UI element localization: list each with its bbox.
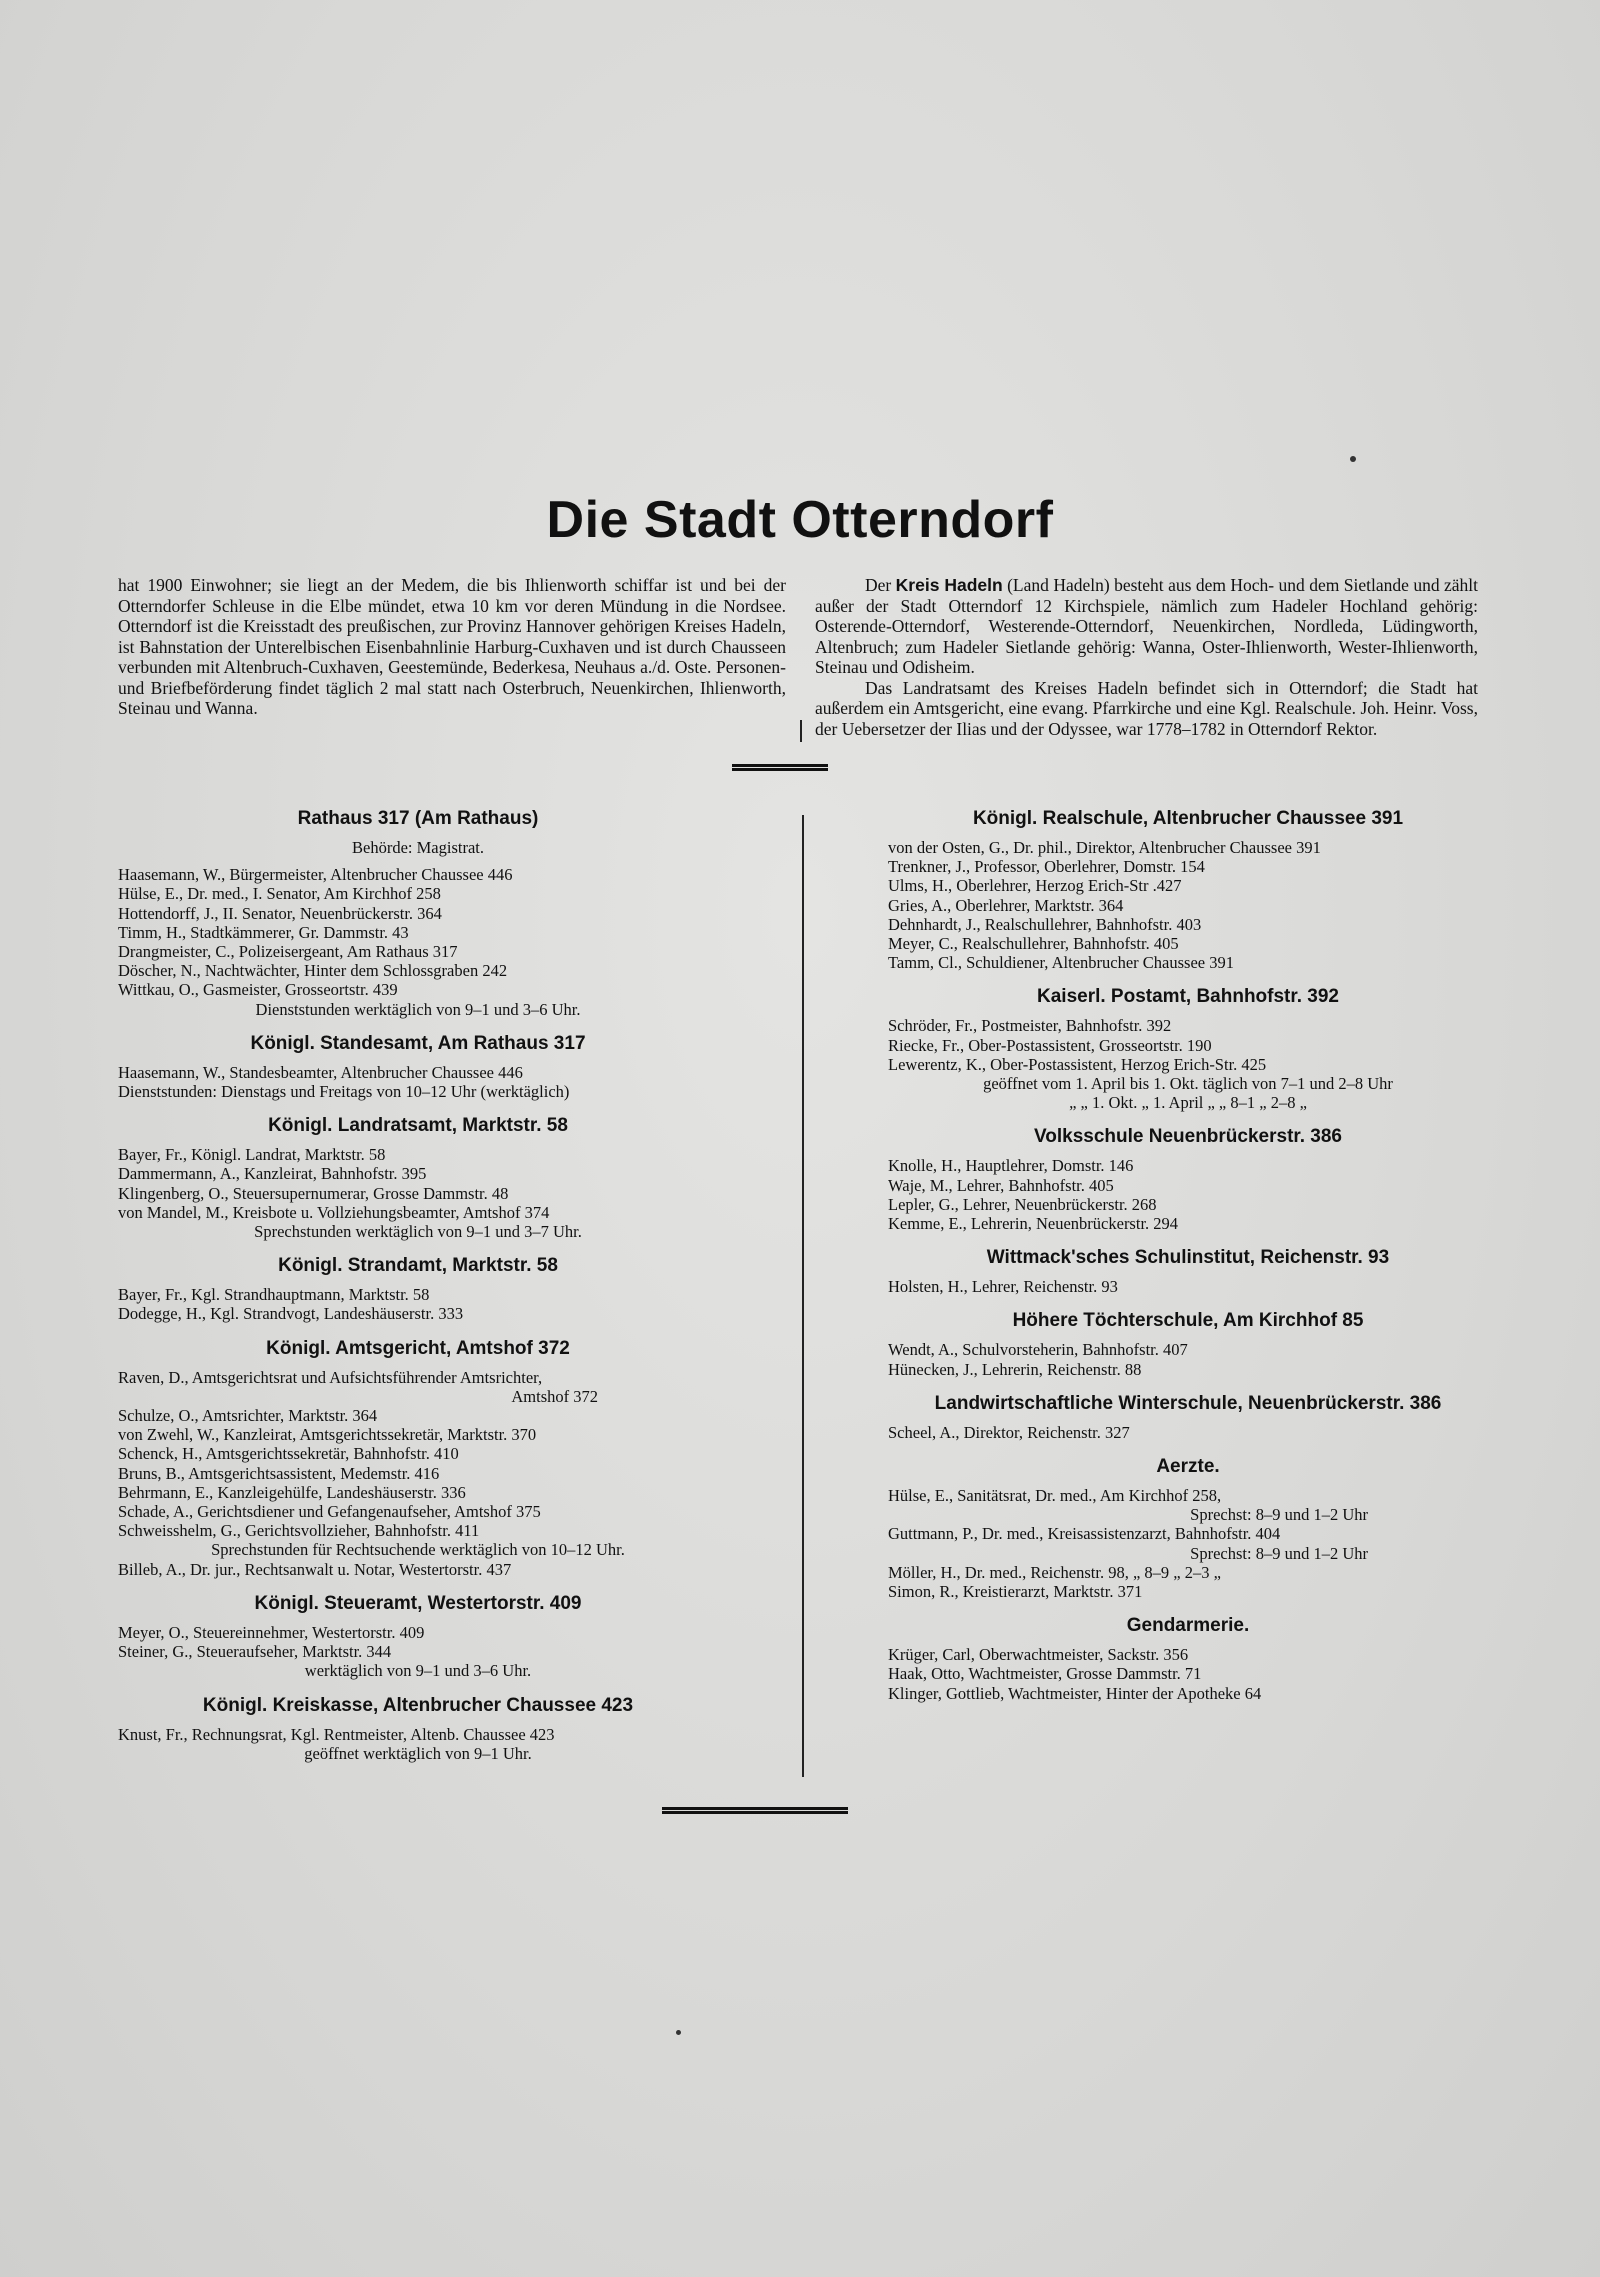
double-rule-top — [732, 764, 828, 771]
entry-line: Klinger, Gottlieb, Wachtmeister, Hinter der Apotheke 64 — [888, 1683, 1262, 1703]
entry-line: Waje, M., Lehrer, Bahnhofstr. 405 — [888, 1175, 1114, 1195]
entry-line: Bayer, Fr., Königl. Landrat, Marktstr. 58 — [118, 1145, 386, 1165]
entry-line: von Zwehl, W., Kanzleirat, Amtsgerichtssekretär, Marktstr. 370 — [118, 1425, 537, 1445]
entry-line: Schweisshelm, G., Gerichtsvollzieher, Bahnhofstr. 411 — [118, 1521, 480, 1541]
entry-line: Dodegge, H., Kgl. Strandvogt, Landeshäuserstr. 333 — [118, 1304, 464, 1324]
directory-section — [888, 1126, 1488, 1233]
entry-line: Kemme, E., Lehrerin, Neuenbrückerstr. 294 — [888, 1214, 1179, 1234]
section-heading: Königl. Strandamt, Marktstr. 58 — [278, 1255, 558, 1277]
entry-line: Lepler, G., Lehrer, Neuenbrückerstr. 268 — [888, 1194, 1157, 1214]
office-hours-note: geöffnet werktäglich von 9–1 Uhr. — [304, 1743, 532, 1763]
section-heading: Landwirtschaftliche Winterschule, Neuenbrückerstr. 386 — [934, 1392, 1442, 1414]
entry-line: Dammermann, A., Kanzleirat, Bahnhofstr. 395 — [118, 1164, 427, 1184]
office-hours-note: Sprechstunden werktäglich von 9–1 und 3–7 Uhr. — [254, 1222, 582, 1242]
entry-line: Trenkner, J., Professor, Oberlehrer, Domstr. 154 — [888, 857, 1205, 877]
entry-line: Schenck, H., Amtsgerichtssekretär, Bahnhofstr. 410 — [118, 1444, 459, 1464]
section-heading: Gendarmerie. — [1126, 1615, 1250, 1637]
entry-continuation: Amtshof 372 — [511, 1386, 598, 1406]
section-heading: Königl. Realschule, Altenbrucher Chaussee 391 — [972, 808, 1404, 829]
entry-line: Ulms, H., Oberlehrer, Herzog Erich-Str .427 — [888, 876, 1182, 896]
directory-section — [888, 986, 1488, 1112]
directory-section — [118, 1033, 718, 1101]
intro-right-paragraph-2: Das Landratsamt des Kreises Hadeln befindet sich in Otterndorf; die Stadt hat außerdem ein Amtsgericht, eine evang. Pfarrkirche und eine Kgl. Realschule. Joh. Heinr. Voss, der Uebersetzer der Ilias und der Odyssee, war 1778–1782 in Otterndorf Rektor. — [815, 677, 1478, 739]
double-rule-bottom — [662, 1807, 848, 1814]
section-heading: Rathaus 317 (Am Rathaus) — [297, 808, 539, 829]
entry-line: Behrmann, E., Kanzleigehülfe, Landeshäuserstr. 336 — [118, 1482, 466, 1502]
entry-line: Döscher, N., Nachtwächter, Hinter dem Schlossgraben 242 — [118, 961, 508, 981]
directory-section — [118, 1338, 718, 1579]
section-heading: Königl. Steueramt, Westertorstr. 409 — [254, 1592, 582, 1614]
intro-left-column — [118, 575, 786, 719]
right-column — [888, 808, 1488, 1717]
entry-line: Schade, A., Gerichtsdiener und Gefangenaufseher, Amtshof 375 — [118, 1502, 541, 1522]
entry-line: Riecke, Fr., Ober-Postassistent, Grosseortstr. 190 — [888, 1035, 1212, 1055]
directory-section — [888, 808, 1488, 972]
entry-line: Steiner, G., Steueraufseher, Marktstr. 344 — [118, 1642, 392, 1662]
section-heading: Aerzte. — [1156, 1456, 1220, 1478]
print-speck — [676, 2030, 681, 2035]
entry-line: Krüger, Carl, Oberwachtmeister, Sackstr. 356 — [888, 1645, 1189, 1665]
entry-line: Timm, H., Stadtkämmerer, Gr. Dammstr. 43 — [118, 922, 409, 942]
entry-line: Hünecken, J., Lehrerin, Reichenstr. 88 — [888, 1359, 1142, 1379]
intro-right-paragraph-1 — [815, 575, 1478, 678]
directory-section — [118, 1115, 718, 1241]
directory-section — [118, 1255, 718, 1323]
section-heading: Höhere Töchterschule, Am Kirchhof 85 — [1012, 1310, 1364, 1332]
entry-line: Dienststunden: Dienstags und Freitags von 10–12 Uhr (werktäglich) — [118, 1082, 570, 1102]
entry-line: Meyer, C., Realschullehrer, Bahnhofstr. 405 — [888, 934, 1179, 954]
entry-line: Klingenberg, O., Steuersupernumerar, Grosse Dammstr. 48 — [118, 1183, 509, 1203]
section-heading: Königl. Amtsgericht, Amtshof 372 — [266, 1337, 570, 1359]
entry-line: Knolle, H., Hauptlehrer, Domstr. 146 — [888, 1156, 1134, 1176]
section-heading: Volksschule Neuenbrückerstr. 386 — [1033, 1126, 1343, 1148]
section-heading: Königl. Standesamt, Am Rathaus 317 — [250, 1032, 586, 1054]
entry-line: Billeb, A., Dr. jur., Rechtsanwalt u. Notar, Westertorstr. 437 — [118, 1559, 512, 1579]
section-heading: Königl. Kreiskasse, Altenbrucher Chaussee 423 — [202, 1694, 634, 1716]
section-heading: Königl. Landratsamt, Marktstr. 58 — [268, 1115, 568, 1137]
entry-line: Wittkau, O., Gasmeister, Grosseortstr. 439 — [118, 980, 398, 1000]
entry-line: Wendt, A., Schulvorsteherin, Bahnhofstr. 407 — [888, 1340, 1188, 1360]
directory-section — [888, 1615, 1488, 1703]
entry-line: Bayer, Fr., Kgl. Strandhauptmann, Marktstr. 58 — [118, 1285, 430, 1305]
kreis-hadeln-heading: Kreis Hadeln — [895, 575, 1003, 595]
entry-line: Haasemann, W., Standesbeamter, Altenbrucher Chaussee 446 — [118, 1062, 523, 1082]
left-column — [118, 808, 718, 1777]
entry-line: Haasemann, W., Bürgermeister, Altenbrucher Chaussee 446 — [118, 865, 513, 885]
entry-line: Knust, Fr., Rechnungsrat, Kgl. Rentmeister, Altenb. Chaussee 423 — [118, 1724, 555, 1744]
entry-line: Guttmann, P., Dr. med., Kreisassistenzarzt, Bahnhofstr. 404 — [888, 1524, 1281, 1544]
directory-section — [888, 1247, 1488, 1296]
intro-left-paragraph: hat 1900 Einwohner; sie liegt an der Medem, die bis Ihlienworth schiffar ist und bei der Otterndorfer Schleuse in die Elbe mündet, etwa 10 km vor deren Mündung in die Nordsee. Otterndorf ist die Kreisstadt des preußischen, zur Provinz Hannover gehörigen Kreises Hadeln, ist Bahnstation der Unterelbischen Eisenbahnlinie Harburg-Cuxhaven und ist durch Chausseen verbunden mit Altenbruch-Cuxhaven, Geestemünde, Bederkesa, Neuhaus a./d. Oste. Personen- und Briefbeförderung findet täglich 2 mal statt nach Osterbruch, Neuenkirchen, Ihlienworth, Steinau und Wanna. — [118, 575, 786, 718]
entry-line: Scheel, A., Direktor, Reichenstr. 327 — [888, 1422, 1130, 1442]
office-hours-note: Dienststunden werktäglich von 9–1 und 3–6 Uhr. — [255, 999, 581, 1019]
entry-line: Schulze, O., Amtsrichter, Marktstr. 364 — [118, 1406, 378, 1426]
intro-right-lead: Der — [865, 575, 892, 595]
entry-line: von der Osten, G., Dr. phil., Direktor, Altenbrucher Chaussee 391 — [888, 838, 1321, 857]
entry-line: Holsten, H., Lehrer, Reichenstr. 93 — [888, 1277, 1118, 1297]
print-speck — [1350, 456, 1356, 462]
entry-line: Meyer, O., Steuereinnehmer, Westertorstr. 409 — [118, 1622, 425, 1642]
entry-line: Tamm, Cl., Schuldiener, Altenbrucher Chaussee 391 — [888, 953, 1234, 973]
entry-line: Schröder, Fr., Postmeister, Bahnhofstr. 392 — [888, 1016, 1172, 1036]
column-divider — [802, 815, 804, 1777]
office-hours-note: Sprechstunden für Rechtsuchende werktäglich von 10–12 Uhr. — [211, 1540, 625, 1560]
page-title: Die Stadt Otterndorf — [546, 491, 1054, 549]
directory-section — [888, 1456, 1488, 1601]
directory-section — [888, 1310, 1488, 1378]
directory-section — [888, 1393, 1488, 1442]
entry-line: von Mandel, M., Kreisbote u. Vollziehungsbeamter, Amtshof 374 — [118, 1202, 550, 1222]
directory-section — [118, 808, 718, 1019]
intro-right-text: (Land Hadeln) besteht aus dem Hoch- und dem Sietlande und zählt außer der Stadt Otterndorf 12 Kirchspiele, nämlich zum Hadeler Hochland gehörig: Osterende-Otterndorf, Westerende-Otterndorf, Neuenkirchen, Nordleda, Lüdingworth, Altenbruch; zum Hadeler Sietlande gehörig: Wanna, Oster-Ihlienworth, Wester-Ihlienworth, Steinau und Odisheim. — [815, 575, 1478, 677]
entry-line: Drangmeister, C., Polizeisergeant, Am Rathaus 317 — [118, 942, 458, 962]
section-heading: Kaiserl. Postamt, Bahnhofstr. 392 — [1037, 986, 1339, 1008]
entry-line: Sprechst: 8–9 und 1–2 Uhr — [1190, 1543, 1368, 1563]
office-hours-note: geöffnet vom 1. April bis 1. Okt. täglich von 7–1 und 2–8 Uhr — [983, 1074, 1393, 1094]
entry-line: Dehnhardt, J., Realschullehrer, Bahnhofstr. 403 — [888, 914, 1202, 934]
entry-line: Hülse, E., Sanitätsrat, Dr. med., Am Kirchhof 258, — [888, 1486, 1222, 1506]
entry-line: Sprechst: 8–9 und 1–2 Uhr — [1190, 1505, 1368, 1525]
entry-line: Bruns, B., Amtsgerichtsassistent, Medemstr. 416 — [118, 1463, 440, 1483]
intro-divider — [800, 720, 802, 742]
entry-line: Raven, D., Amtsgerichtsrat und Aufsichtsführender Amtsrichter, — [118, 1367, 543, 1387]
entry-line: Haak, Otto, Wachtmeister, Grosse Dammstr. 71 — [888, 1664, 1202, 1684]
office-hours-note: „ „ 1. Okt. „ 1. April „ „ 8–1 „ 2–8 „ — [1069, 1093, 1307, 1113]
intro-right-column — [815, 575, 1478, 739]
entry-line: Möller, H., Dr. med., Reichenstr. 98, „ 8–9 „ 2–3 „ — [888, 1562, 1221, 1582]
entry-line: Lewerentz, K., Ober-Postassistent, Herzog Erich-Str. 425 — [888, 1054, 1267, 1074]
entry-line: Hottendorff, J., II. Senator, Neuenbrückerstr. 364 — [118, 903, 442, 923]
directory-section — [118, 1593, 718, 1681]
entry-line: Gries, A., Oberlehrer, Marktstr. 364 — [888, 895, 1124, 915]
entry-line: Simon, R., Kreistierarzt, Marktstr. 371 — [888, 1582, 1143, 1602]
section-heading: Wittmack'sches Schulinstitut, Reichenstr. 93 — [986, 1247, 1390, 1269]
entry-line: Hülse, E., Dr. med., I. Senator, Am Kirchhof 258 — [118, 884, 441, 904]
office-hours-note: werktäglich von 9–1 und 3–6 Uhr. — [304, 1661, 532, 1681]
section-subtitle: Behörde: Magistrat. — [352, 838, 484, 857]
directory-section — [118, 1695, 718, 1763]
